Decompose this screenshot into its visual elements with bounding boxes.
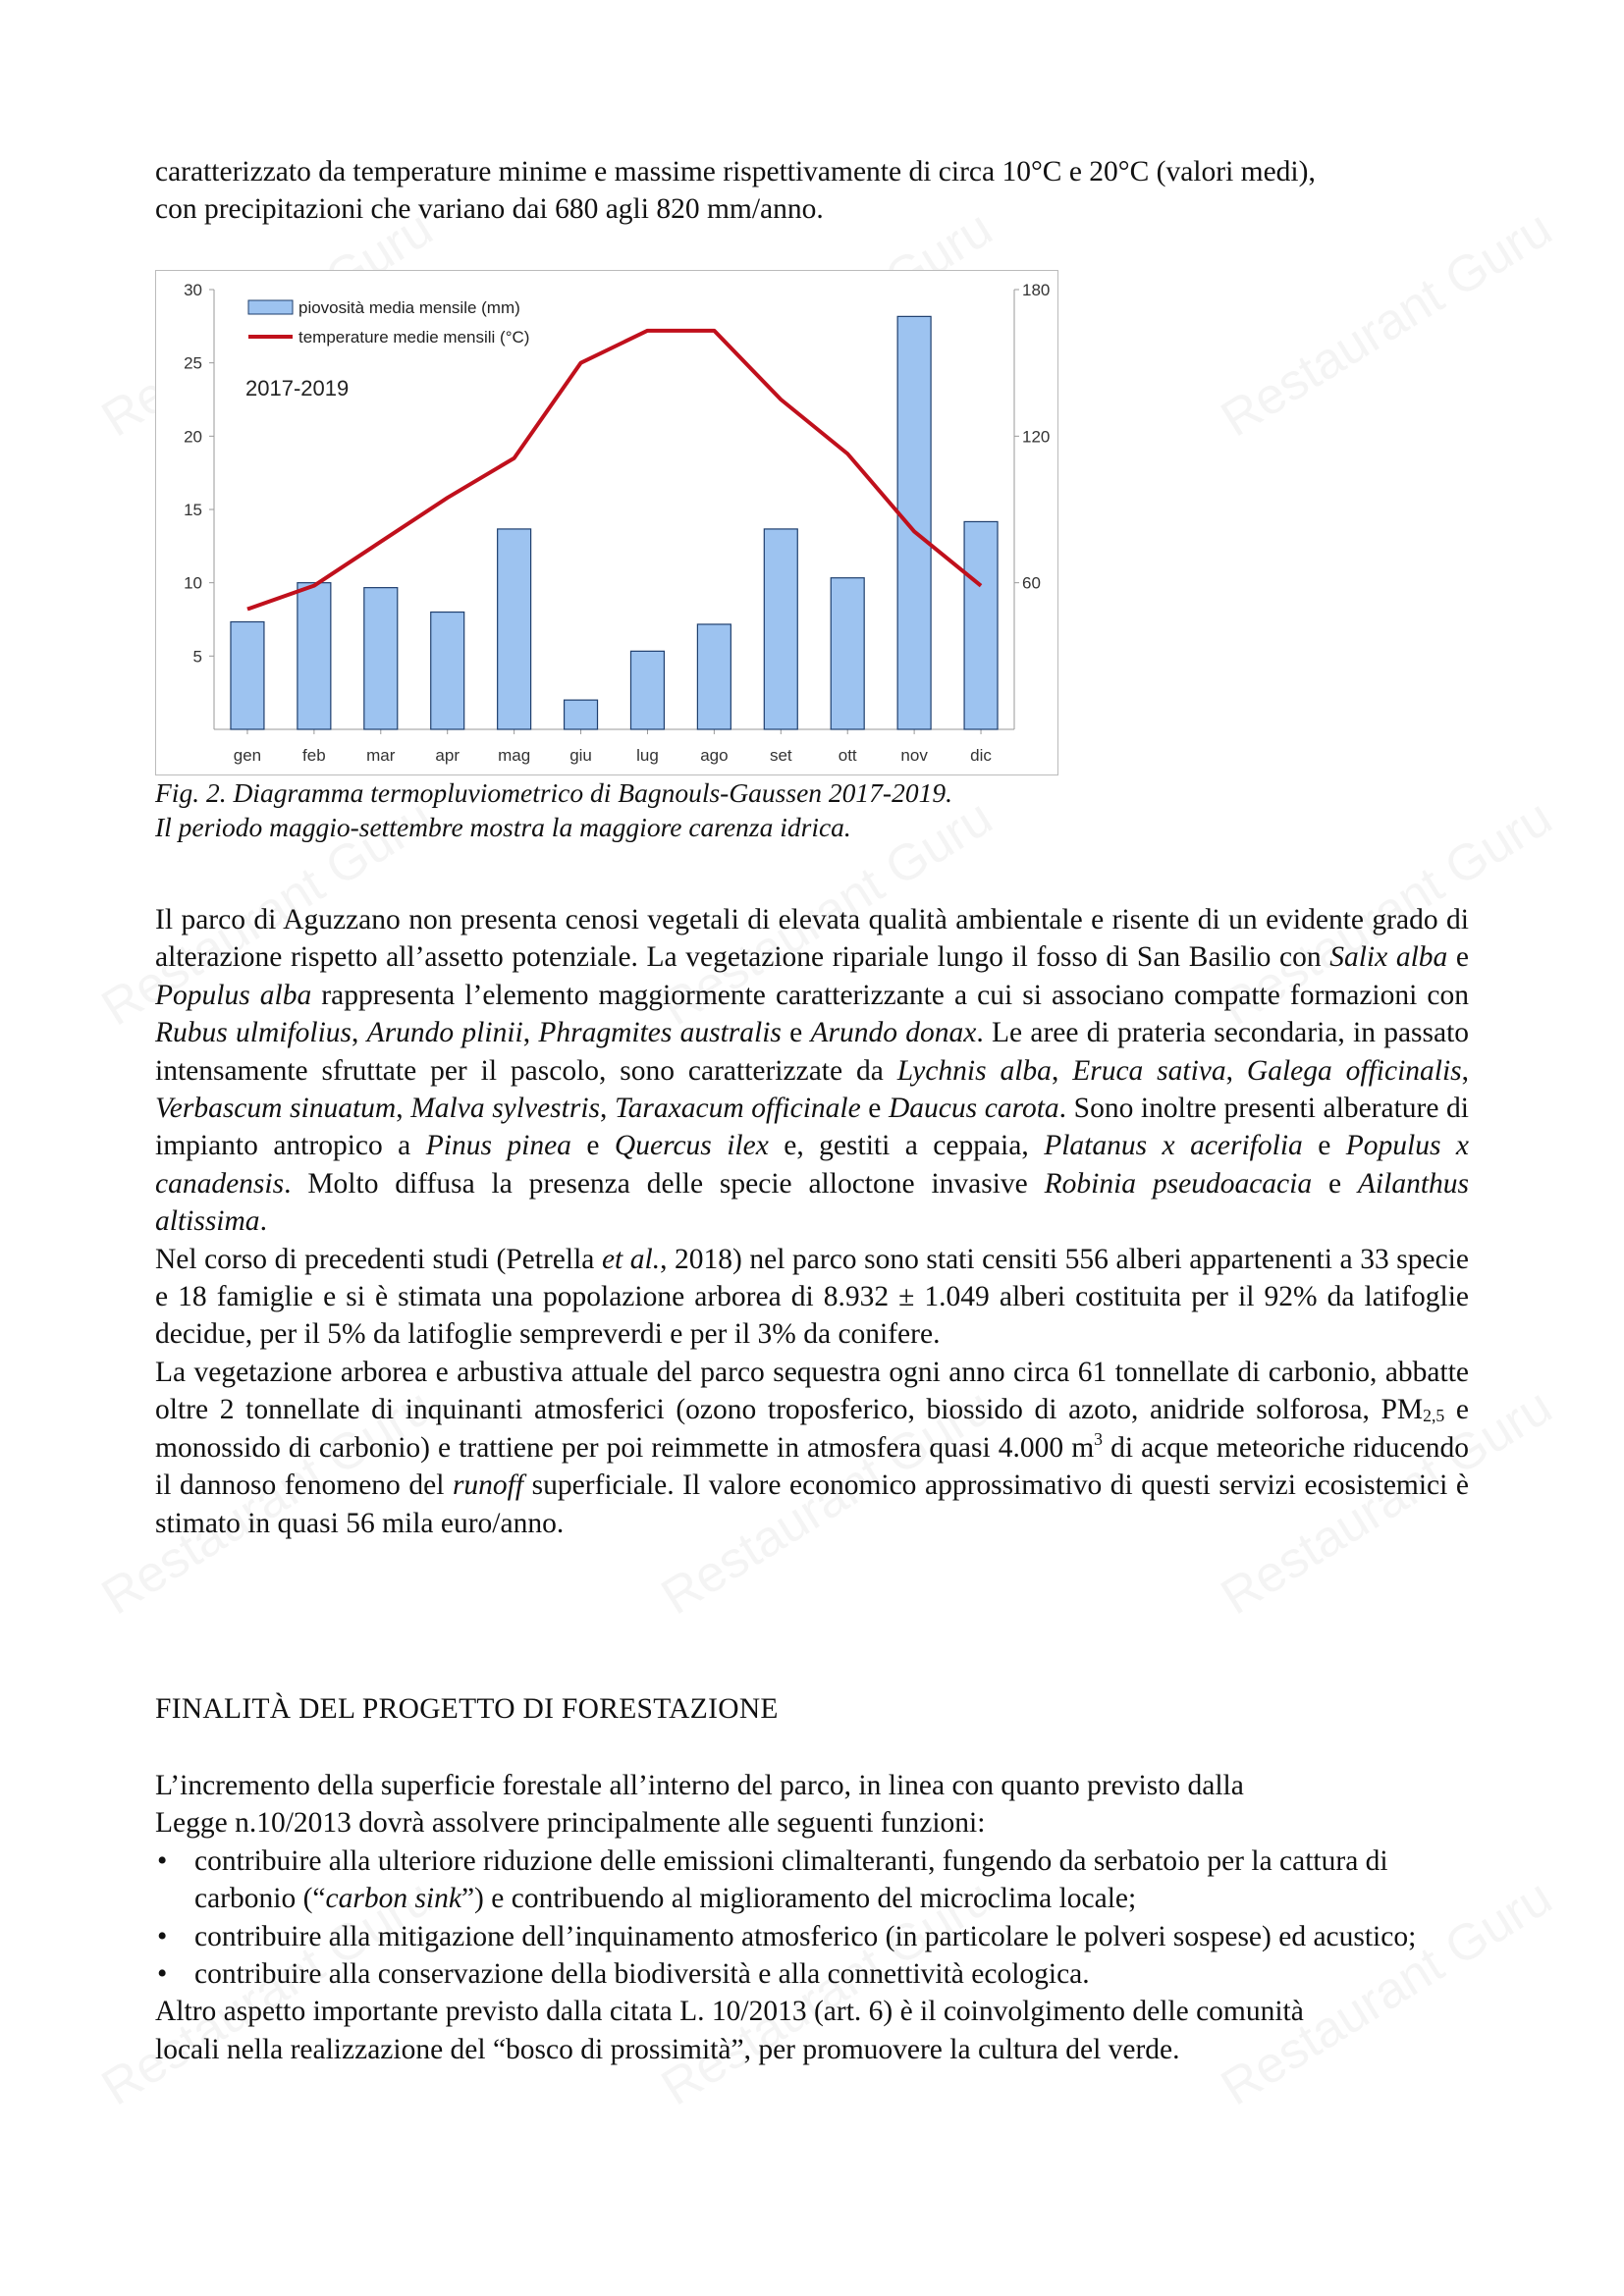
species-name: Phragmites australis: [538, 1017, 782, 1049]
text-run: ,: [1225, 1054, 1247, 1087]
y-tick-label-left: 5: [192, 647, 202, 667]
species-name: Verbascum sinuatum: [155, 1093, 397, 1125]
text-run: superficiale. Il valore economico approssimativo di questi servizi ecosistemici è stimato in quasi 56 mila euro/anno.: [155, 1469, 1469, 1539]
bar: [831, 578, 864, 729]
legend-swatch-bar: [248, 300, 293, 314]
bar: [630, 651, 664, 729]
y-tick-label-right: 180: [1022, 281, 1051, 299]
species-name: Platanus x acerifolia: [1044, 1130, 1303, 1162]
section-heading: FINALITÀ DEL PROGETTO DI FORESTAZIONE: [155, 1693, 779, 1725]
species-name: Taraxacum officinale: [614, 1093, 861, 1125]
species-name: Malva sylvestris: [410, 1093, 600, 1125]
citation-etal: et al.: [601, 1243, 661, 1275]
list-item: [155, 1955, 1469, 1993]
y-tick-label-left: 20: [184, 427, 202, 447]
text-run: contribuire alla conservazione della biodiversità e alla connettività ecologica.: [194, 1958, 1090, 1991]
bar: [298, 583, 331, 729]
species-name: Eruca sativa: [1072, 1054, 1226, 1087]
x-tick-label: giu: [569, 746, 592, 765]
goals-list: [155, 1842, 1469, 1994]
paragraph-census: [155, 1241, 1469, 1354]
bullet-icon: •: [157, 1844, 168, 1877]
text-run: di acque meteoriche riducendo il dannoso fenomeno del: [155, 1431, 1469, 1502]
species-name: Robinia pseudoacacia: [1044, 1167, 1313, 1200]
species-name: Galega officinalis: [1246, 1054, 1462, 1087]
species-name: Salix alba: [1329, 941, 1448, 974]
x-tick-label: lug: [636, 746, 659, 765]
text-run: e: [1312, 1167, 1358, 1200]
intro-line: con precipitazioni che variano dai 680 agli 820 mm/anno.: [155, 193, 824, 226]
text-run: e: [1447, 941, 1470, 974]
species-name: Lychnis alba: [896, 1054, 1052, 1087]
species-name: Daucus carota: [889, 1093, 1059, 1125]
chart-annotation: 2017-2019: [245, 376, 350, 400]
italic-term: runoff: [452, 1469, 524, 1502]
species-name: Populus alba: [155, 979, 312, 1011]
superscript: 3: [1094, 1428, 1103, 1449]
bar: [565, 700, 598, 729]
bar: [498, 529, 531, 729]
text-run: e: [781, 1017, 811, 1049]
text-run: e: [860, 1093, 889, 1125]
paragraph-ecosystem-services: [155, 1354, 1469, 1542]
text-run: . Sono inoltre presenti alberature di impianto antropico a: [155, 1093, 1469, 1162]
x-tick-label: mag: [498, 746, 531, 765]
text-run: e monossido di carbonio) e trattiene per poi reimmette in atmosfera quasi 4.000 m: [155, 1394, 1470, 1464]
bar: [364, 588, 398, 729]
text-run: .: [259, 1205, 267, 1238]
x-tick-label: dic: [970, 746, 992, 765]
species-name: Ailanthus altissima: [155, 1167, 1469, 1238]
x-tick-label: feb: [302, 746, 326, 765]
watermark: [1211, 199, 1562, 450]
text-run: e: [1302, 1130, 1346, 1162]
text-run: e: [570, 1130, 615, 1162]
y-tick-label-left: 25: [184, 353, 202, 373]
text-run: e, gestiti a ceppaia,: [768, 1130, 1045, 1162]
bar: [697, 624, 731, 729]
x-tick-label: mar: [366, 746, 396, 765]
subscript: 2,5: [1423, 1406, 1445, 1426]
closing-line: locali nella realizzazione del “bosco di prossimità”, per promuovere la cultura del verde.: [155, 2033, 1180, 2065]
y-tick-label-right: 120: [1022, 427, 1051, 447]
species-name: Arundo plinii: [366, 1017, 523, 1049]
text-run: La vegetazione arborea e arbustiva attuale del parco sequestra ogni anno circa 61 tonnellate di carbonio, abbatte oltre 2 tonnellate di inquinanti atmosferici (ozono troposferico, biossido di azoto, anidride solforosa, PM: [155, 1356, 1469, 1426]
chart-svg: [155, 270, 1058, 775]
species-name: Quercus ilex: [614, 1130, 769, 1162]
species-name: Arundo donax: [810, 1017, 977, 1049]
list-item: [155, 1918, 1469, 1955]
figure-caption: [155, 775, 952, 844]
x-tick-label: gen: [233, 746, 262, 765]
y-tick-label-left: 30: [184, 281, 202, 299]
bar: [431, 613, 464, 729]
bar: [964, 521, 998, 729]
legend-label: piovosità media mensile (mm): [298, 298, 520, 317]
section-description: [155, 901, 1469, 1542]
text-run: ,: [1461, 1054, 1470, 1087]
text-run: . Molto diffusa la presenza delle specie alloctone invasive: [284, 1167, 1045, 1200]
caption-line: Il periodo maggio-settembre mostra la maggiore carenza idrica.: [155, 812, 851, 842]
text-run: ,: [522, 1017, 539, 1049]
caption-line: Fig. 2. Diagramma termopluviometrico di Bagnouls-Gaussen 2017-2019.: [155, 777, 952, 808]
text-run: contribuire alla mitigazione dell’inquinamento atmosferico (in particolare le polveri sospese) ed acustico;: [194, 1920, 1417, 1952]
bar: [764, 529, 797, 729]
species-name: Rubus ulmifolius: [155, 1017, 352, 1049]
text-run: Il parco di Aguzzano non presenta cenosi vegetali di elevata qualità ambientale e risente di un evidente grado di alterazione rispetto all’assetto potenziale. La vegetazione ripariale lungo il fosso di San Basilio con: [155, 904, 1469, 974]
closing-line: Altro aspetto importante previsto dalla citata L. 10/2013 (art. 6) è il coinvolgimento delle comunità: [155, 1996, 1304, 2028]
text-run: ,: [396, 1093, 411, 1125]
text-run: contribuire alla ulteriore riduzione delle emissioni climalteranti, fungendo da serbatoio per la cattura di carbonio (“: [194, 1844, 1388, 1915]
x-tick-label: nov: [900, 746, 928, 765]
text-run: ,: [1051, 1054, 1073, 1087]
intro-line: caratterizzato da temperature minime e massime rispettivamente di circa 10°C e 20°C (valori medi),: [155, 156, 1316, 187]
species-name: Populus x canadensis: [155, 1130, 1470, 1200]
legend-label: temperature medie mensili (°C): [298, 328, 530, 347]
bullet-icon: •: [157, 1958, 168, 1991]
x-tick-label: set: [769, 746, 792, 765]
goals-intro-line: Legge n.10/2013 dovrà assolvere principalmente alle seguenti funzioni:: [155, 1807, 986, 1840]
bar: [897, 316, 931, 729]
intro-paragraph: [155, 153, 1469, 229]
text-run: . Le aree di prateria secondaria, in passato intensamente sfruttate per il pascolo, sono caratterizzate da: [155, 1017, 1470, 1087]
text-run: rappresenta l’elemento maggiormente caratterizzante a cui si associano compatte formazioni con: [311, 979, 1469, 1011]
x-tick-label: ott: [838, 746, 857, 765]
goals-intro-line: L’incremento della superficie forestale all’interno del parco, in linea con quanto previsto dalla: [155, 1770, 1244, 1801]
section-goals: [155, 1767, 1469, 2068]
bullet-icon: •: [157, 1920, 168, 1952]
text-run: , 2018) nel parco sono stati censiti 556 alberi appartenenti a 33 specie e 18 famiglie e si è stimata una popolazione arborea di 8.932 ± 1.049 alberi costituita per il 92% da latifoglie decidue, per il 5% da latifoglie sempreverdi e per il 3% da conifere.: [155, 1243, 1469, 1351]
italic-term: carbon sink: [325, 1883, 461, 1915]
y-tick-label-left: 10: [184, 573, 202, 593]
x-tick-label: apr: [435, 746, 460, 765]
climate-chart: [155, 270, 1058, 775]
text-run: Nel corso di precedenti studi (Petrella: [155, 1243, 602, 1275]
list-item: [155, 1842, 1469, 1918]
text-run: ”) e contribuendo al miglioramento del microclima locale;: [460, 1883, 1137, 1915]
text-run: ,: [600, 1093, 615, 1125]
text-run: ,: [352, 1017, 367, 1049]
bar: [231, 621, 264, 729]
x-tick-label: ago: [700, 746, 729, 765]
paragraph-vegetation: [155, 901, 1469, 1241]
species-name: Pinus pinea: [425, 1130, 571, 1162]
y-tick-label-left: 15: [184, 501, 202, 519]
y-tick-label-right: 60: [1022, 573, 1041, 593]
